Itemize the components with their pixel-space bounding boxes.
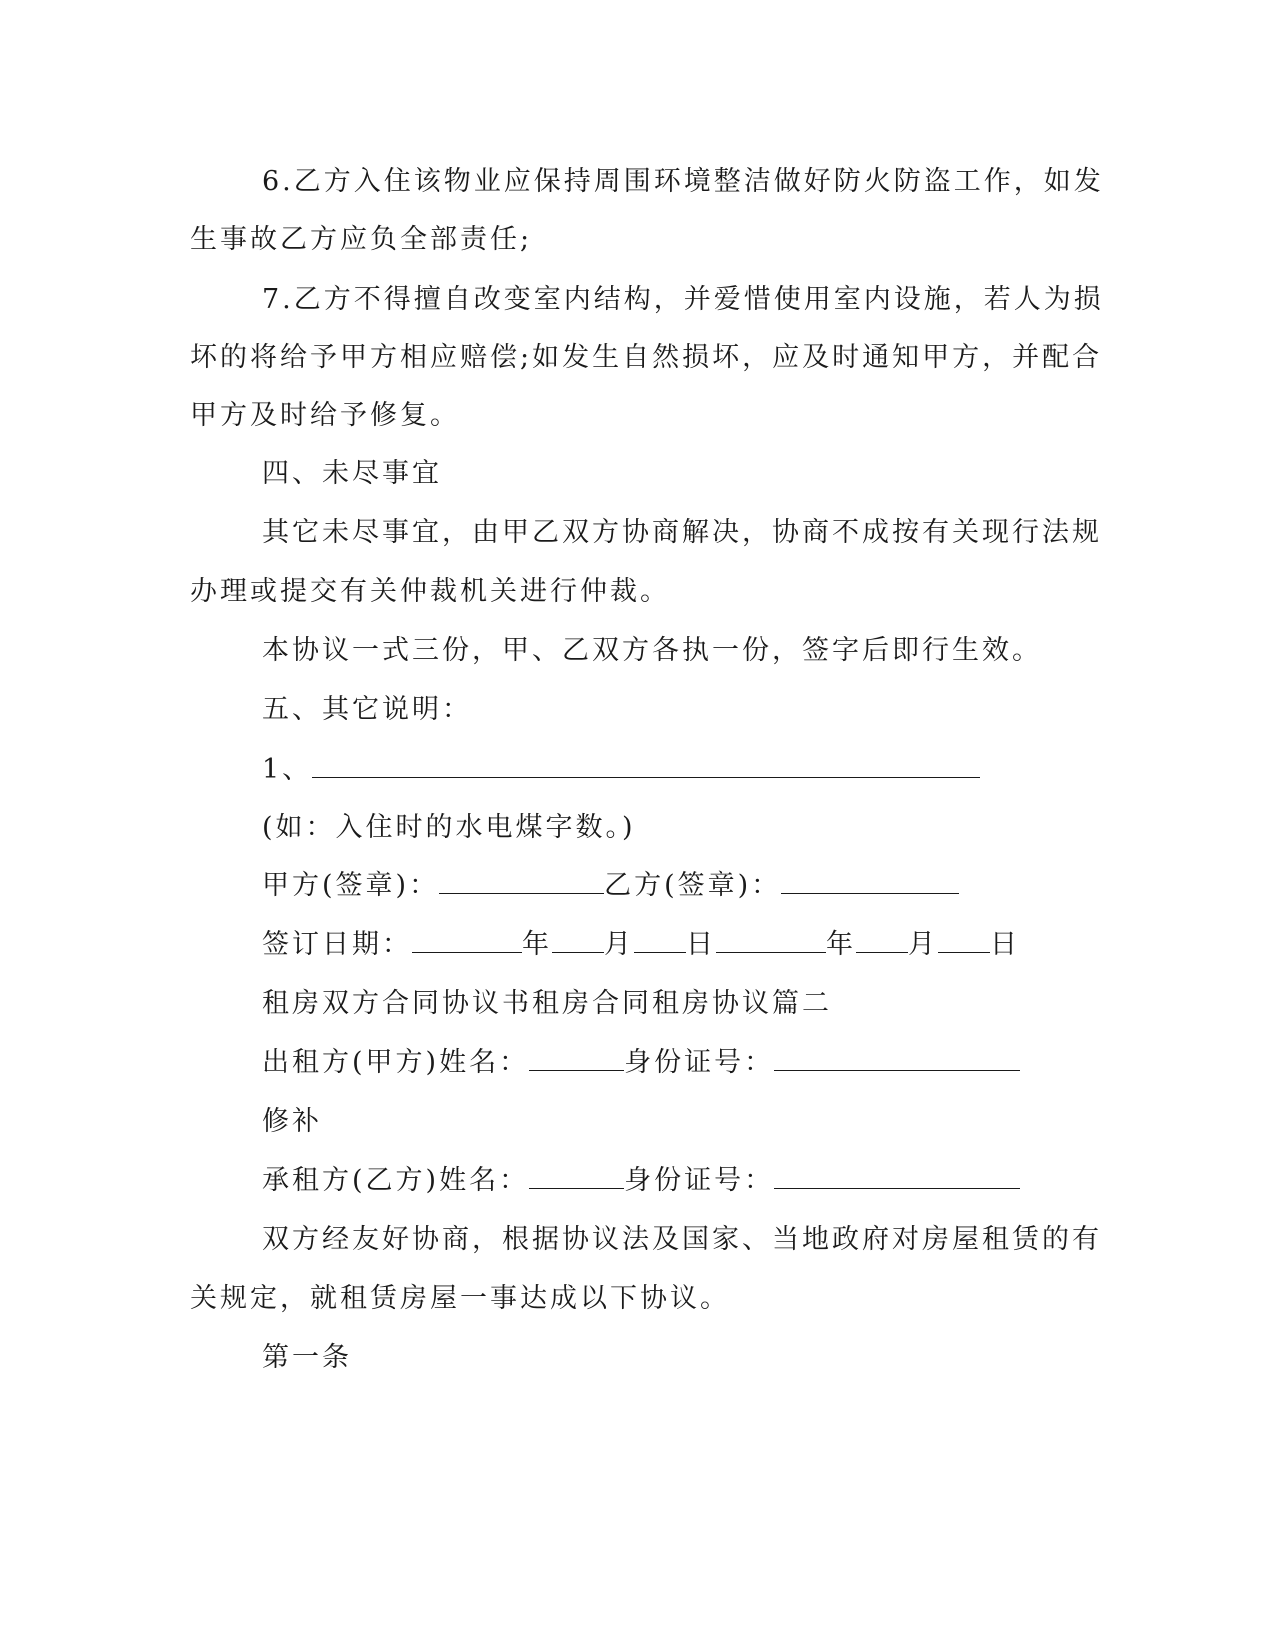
month-label-1: 月 [604, 929, 634, 960]
clause-6-line-2: 生事故乙方应负全部责任; [190, 224, 533, 255]
clause-7-line-1: 7.乙方不得擅自改变室内结构，并爱惜使用室内设施，若人为损 [262, 284, 1104, 315]
lessee-id-label: 身份证号： [624, 1165, 775, 1196]
item-1-label: 1、 [262, 754, 313, 785]
clause-6-line-1: 6.乙方入住该物业应保持周围环境整洁做好防火防盗工作，如发 [262, 166, 1104, 197]
section-4-para-line-1: 其它未尽事宜，由甲乙双方协商解决，协商不成按有关现行法规 [262, 517, 1102, 548]
article-1-heading: 第一条 [262, 1342, 352, 1373]
copies-statement: 本协议一式三份，甲、乙双方各执一份，签字后即行生效。 [262, 635, 1042, 666]
section-title: 租房双方合同协议书租房合同租房协议篇二 [262, 988, 832, 1019]
item-1-line [262, 752, 980, 788]
lessor-line [262, 1045, 1020, 1081]
section-4-heading: 四、未尽事宜 [262, 458, 442, 489]
lessee-name-label: 承租方(乙方)姓名： [262, 1165, 530, 1196]
section-4-para-line-2: 办理或提交有关仲裁机关进行仲裁。 [190, 576, 670, 607]
item-1-blank [312, 753, 980, 778]
lessee-line [262, 1163, 1020, 1199]
year-blank-1 [412, 928, 522, 953]
fix-text: 修补 [262, 1106, 322, 1137]
signature-line [262, 868, 959, 904]
clause-7-line-2: 坏的将给予甲方相应赔偿;如发生自然损坏，应及时通知甲方，并配合 [190, 342, 1103, 373]
day-blank-2 [938, 928, 990, 953]
month-blank-1 [552, 928, 604, 953]
lessor-name-label: 出租方(甲方)姓名： [262, 1047, 530, 1078]
lessee-name-blank [529, 1164, 624, 1189]
clause-7-line-3: 甲方及时给予修复。 [190, 400, 460, 431]
day-blank-1 [634, 928, 686, 953]
party-a-sign-label: 甲方(签章)： [262, 870, 440, 901]
party-b-sign-label: 乙方(签章)： [604, 870, 782, 901]
party-b-sign-blank [781, 869, 959, 894]
party-a-sign-blank [439, 869, 604, 894]
year-label-1: 年 [522, 929, 552, 960]
day-label-1: 日 [686, 929, 716, 960]
year-blank-2 [716, 928, 826, 953]
lessor-id-blank [774, 1046, 1020, 1071]
signing-date-line [262, 927, 1020, 963]
year-label-2: 年 [826, 929, 856, 960]
day-label-2: 日 [990, 929, 1020, 960]
agreement-para-line-2: 关规定，就租赁房屋一事达成以下协议。 [190, 1283, 730, 1314]
signing-date-label: 签订日期： [262, 929, 412, 960]
item-1-note: (如：入住时的水电煤字数。) [262, 812, 636, 843]
lessee-id-blank [774, 1164, 1020, 1189]
month-blank-2 [856, 928, 908, 953]
agreement-para-line-1: 双方经友好协商，根据协议法及国家、当地政府对房屋租赁的有 [262, 1224, 1102, 1255]
section-5-heading: 五、其它说明： [262, 694, 472, 725]
month-label-2: 月 [908, 929, 938, 960]
lessor-name-blank [529, 1046, 624, 1071]
lessor-id-label: 身份证号： [624, 1047, 775, 1078]
